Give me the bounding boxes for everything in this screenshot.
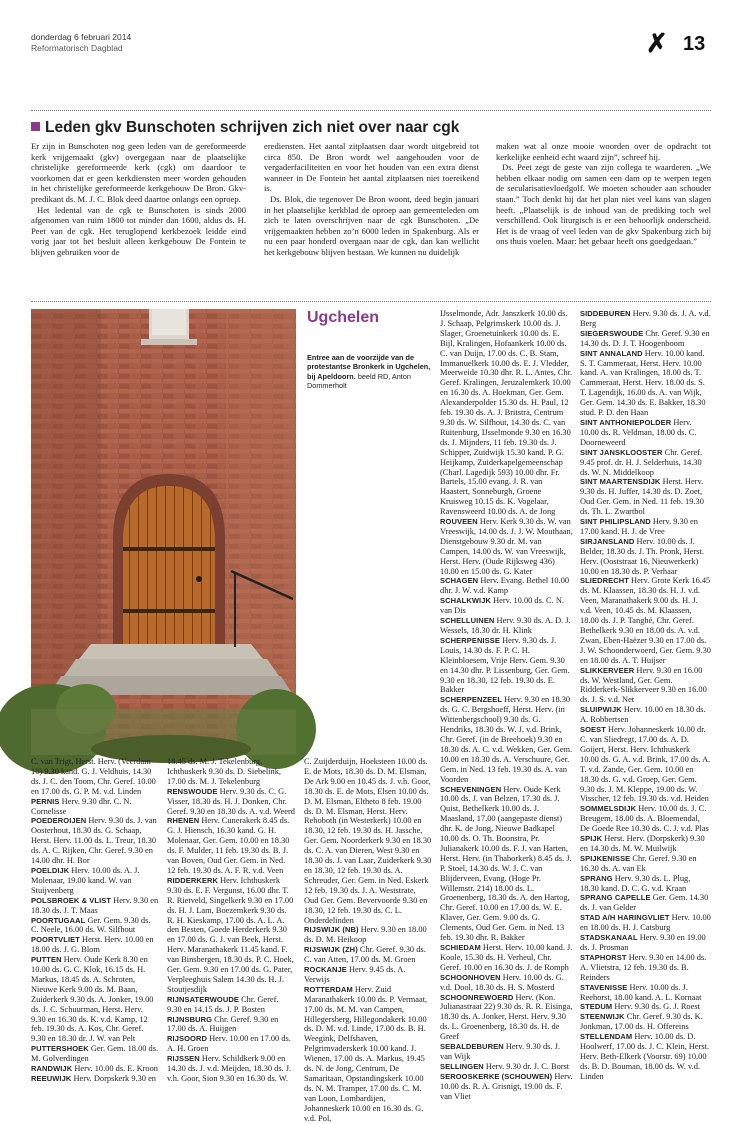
listing-services: Herv. 9.30 en 18.30 ds. G. C. Bergshoeff, Herst. Herv. (in Wittenbergschool) 9.30 ds. G. Hendriks, 18.30 ds. W. J. v.d. Brink, Chr. Geref. (in de Breehoek) 9.30 en 18.30 ds. A. C. v.d. Wekken, Ger. Gem. 10.00 en 18.30 ds. A. Verschuure, Ger. Gem. in Ned. 13 feb. 19.30 ds. A. van Voorden	[440, 695, 573, 784]
photo-credit: beeld RD, Anton Dommerholt	[307, 371, 411, 391]
article-column-2	[264, 141, 479, 258]
article-paragraph: Ds. Peet zegt de geste van zijn collega te waarderen. „We hebben elkaar nodig om samen een dam op te werpen tegen de secularisatievloedgolf. We moeten schouder aan schouder staan.” Toch denkt hij dat het plan niet veel kans van slagen heeft. „Plaatselijk is de inhoud van de prediking toch wel verschillend. Ook liturgisch is er een behoorlijk onderscheid. Het is de vraag of veel leden van de gkv Spakenburg zich bij ons thuis voelen. Maar: het gebaar heeft ons goedgedaan.”	[496, 162, 711, 247]
listing-place: ROCKANJE	[304, 965, 347, 975]
listing-services: Herv. 10.00 ds. J. Belder, 18.30 ds. J. Th. Pronk, Herst. Herv. (Ooststraat 16, Nieuwerkerk) 10.00 en 18.30 ds. P. Verhaar	[580, 536, 704, 576]
listing-place: SLIEDRECHT	[580, 576, 629, 586]
feature-heading: Ugchelen	[307, 309, 380, 326]
listing-place: STAPHORST	[580, 952, 627, 962]
listing-services: Chr. Geref. 9.30 en 16.30 ds. A. van Ek	[580, 853, 697, 873]
listing-services: Herv. 9.30 ds. J. van Wijk	[440, 1042, 560, 1061]
listing-services: Herv. 10.00 ds. D. Hoolwerf, 17.00 ds. J. C. Klein, Herst. Herv. Beth-Elkerk (Voorstr. 69) 10.00 ds. B. D. Bouman, 18.00 ds. W. v.d. Linden	[580, 1032, 710, 1081]
listing-entry	[440, 973, 573, 993]
listing-services: Chr. Geref. 9.45 prof. dr. H. J. Selderhuis, 14.30 ds. W. N. Middelkoop	[580, 447, 703, 477]
church-entrance-photo	[31, 309, 296, 755]
listing-entry	[580, 448, 711, 478]
listing-services: Herv. 10.00 en 18.30 ds. A. Robbertsen	[580, 705, 706, 725]
listing-place: POELDIJK	[31, 865, 70, 875]
listing-services: Herv. 9.30 ds. A. D. J. Wessels, 18.30 dr. H. Klink	[440, 616, 571, 635]
listing-entry	[440, 1072, 573, 1102]
listing-entry	[167, 757, 295, 787]
listing-place: SCHEVENINGEN	[440, 784, 502, 794]
listing-services: IJsselmonde, Adr. Janszkerk 10.00 ds. J. Schaap, Pelgrimskerk 10.00 ds. J. Slager, Groenetuinkerk 10.00 ds. E. Bijl, Kralingen, Hofaankerk 10.00 ds. C. van Duijn, 17.00 ds. C. B. Stam, Immanuelkerk 10.00 ds. E. J. Vledder, Meerweide 10.30 dhr. R. L. Antes, Chr. Geref. Kralingen, Jeruzalemkerk 10.00 en 16.30 ds. A. Hoekman, Ger. Gem. Alexanderpolder 15.30 ds. H. Paul, 12 feb. 19.30 ds. A. J. Britstra, Centrum 9.30 ds. W. Silfhout, 14.30 ds. C. van Ruitenburg, IJsselmonde 9.30 en 16.30 ds. J. Mijnders, 11 feb. 19.30 ds. J. Schipper, Zuidwijk 15.30 kand. P. G. Heijkamp, Zuiderkapelgemeenschap (Charl. Lagedijk 593) 10.00 dhr. Fr. Bartels, 15.00 evang. J. R. van Haastert, Sonneburgh, Groene Kruisweg 10.15 ds. K. Vogelaar, Ravensweerd 10.00 ds. A. de Jong	[440, 309, 573, 517]
listing-services: Herst. Herv. 10.00 kand. J. Koole, 15.30 ds. H. Verheul, Chr. Geref. 10.00 en 16.30 ds. J. de Romph	[440, 943, 573, 972]
listing-place: SCHIEDAM	[440, 943, 481, 952]
issue-date: donderdag 6 februari 2014	[31, 32, 132, 42]
listing-services: Herv. 9.30 en 14.00 ds. A. Vlietstra, 12 feb. 19.30 ds. B. Reinders	[580, 952, 707, 982]
listing-services: Herv. 10.00 ds. J. Reehorst, 18.00 kand. A. L. Kornaat	[580, 982, 702, 1002]
listing-entry	[580, 418, 711, 448]
listing-place: SCHELLUINEN	[440, 616, 495, 626]
listing-entry	[440, 993, 573, 1043]
article-column-1	[31, 141, 246, 258]
listing-services: Herv. 9.30 en 17.00 kand. H. J. de Vree	[580, 517, 698, 536]
listing-column	[167, 757, 295, 1083]
listing-entry	[304, 945, 432, 965]
listing-services: Herv. 9.30 ds. J. van Oosterhout, 18.30 ds. G. Schaap, Herst. Herv. 11.00 ds. L. Treur, 18.30 ds. A. C. Rijken, Chr. Geref. 9.30 en 14.00 dhr. H. Bor	[31, 816, 157, 866]
listing-column	[304, 757, 432, 1123]
listing-column	[440, 309, 573, 1101]
listing-entry	[167, 816, 295, 875]
listing-entry	[31, 916, 159, 936]
listing-place: SCHOONREWOERD	[440, 992, 514, 1002]
listing-place: SINT MAARTENSDIJK	[580, 477, 661, 487]
listing-entry	[440, 616, 573, 636]
page-header	[31, 28, 711, 62]
listing-place: REEUWIJK	[31, 1074, 72, 1083]
listing-services: Herv. 10.00 ds. C. N. van Dis	[440, 596, 564, 616]
listing-entry	[440, 695, 573, 784]
listing-place: SLUIPWIJK	[580, 705, 622, 715]
listing-services: Herv. Schildkerk 9.00 en 14.30 ds. J. v.d. Meijden, 18.30 ds. J. v.h. Goor, Sion 9.30 en 16.30 ds. W.	[167, 1054, 292, 1083]
article-paragraph: erediensten. Het aantal zitplaatsen daar wordt uitgebreid tot circa 850. De Bron wordt wel aangehouden voor de vergaderfaciliteiten en voor het houden van een extra dienst wanneer in De Fontein het aantal zitplaatsen niet toereikend is.	[264, 141, 479, 194]
listing-entry	[31, 866, 159, 896]
listing-entry	[580, 913, 711, 933]
listing-services: Herv. 9.30 en 18.30 ds. J. T. Maas	[31, 895, 159, 915]
listing-services: Herv. 9.30 ds. C. G. Visser, 18.30 ds. H. J. Donken, Chr. Geref. 9.30 en 18.30 ds. A. v.d. Weerd	[167, 786, 295, 816]
listing-place: PUTTERSHOEK	[31, 1044, 89, 1054]
listing-place: SPRANG	[580, 873, 613, 883]
listing-services: Herst. Herv. 9.30 ds. H. Juffer, 14.30 ds. D. Zoet, Oud Ger. Gem. in Ned. 11 feb. 19.30 ds. Th. L. Zwartbol	[580, 477, 704, 517]
listing-entry	[580, 705, 711, 725]
listing-entry	[580, 1012, 711, 1032]
listing-services: Chr. Geref. 9.30 en 17.00 ds. A. Huijgen	[167, 1014, 279, 1034]
listing-place: POORTVLIET	[31, 935, 80, 945]
listing-place: RENSWOUDE	[167, 786, 218, 796]
divider-middle	[31, 301, 711, 302]
listing-place: SPIJK	[580, 834, 603, 844]
listing-services: Chr. Geref. 9.30 en 14.15 ds. J. P. Bosten	[167, 994, 279, 1014]
listing-entry	[440, 1042, 573, 1062]
listing-place: SELLINGEN	[440, 1061, 484, 1071]
listing-entry	[580, 834, 711, 854]
listing-services: Chr. Geref. 9.30 en 14.30 ds. D. J. T. Hoogenboom	[580, 328, 710, 348]
listing-entry	[31, 1044, 159, 1064]
listing-entry	[580, 893, 711, 913]
listing-services: Herv. 9.30 en 18.00 ds. D. M. Heikoop	[304, 925, 427, 945]
listing-entry	[304, 985, 432, 1124]
listing-place: SIEGERSWOUDE	[580, 328, 644, 338]
listing-place: RHENEN	[167, 816, 200, 826]
listing-entry	[580, 576, 711, 665]
listing-place: SINT ANTHONIEPOLDER	[580, 417, 672, 427]
listing-services: Herv. Zuid Maranathakerk 10.00 ds. P. Vermaat, 17.00 ds. M. M. van Campen, Hillegersberg, Hillegondakerk 10.00 ds. D. M. v.d. Linde, 17.00 ds. B. H. Weegink, Delfshaven, Pelgrimvaderskerk 10.00 kand. J. Wienen, 17.00 ds. A. Markus, 19.45 ds. N. de Jong, Centrum, De Samaritaan, Opstandingskerk 10.00 ds. N. M. Tramper, 17.00 ds. C. M. van Loon, Lombardijen, Johanneskerk 10.00 en 16.30 ds. G. v.d. Pol,	[304, 984, 428, 1123]
listing-services: Herv. Kerk 9.30 ds. W. van Vreeswijk, 14.00 ds. J. J. W. Mouthaan, Dienstgebouw 9.30 dr. M. van Campen, 14.00 ds. W. van Vreeswijk, Herst. Herv. (Oude Rijksweg 436) 10.00 en 15.00 ds. G. Kater	[440, 517, 573, 576]
listing-services: C. van Trigt, Herst. Herv. (Veerdam 10) 9.30 kand. G. J. Veldhuis, 14.30 ds. J. C. den Toom, Chr. Geref. 10.00 en 17.00 ds. G. P. M. v.d. Linden	[31, 757, 156, 796]
listing-place: RANDWIJK	[31, 1064, 73, 1074]
listing-services: Herst. Herv. (Dorpskerk) 9.30 en 14.30 ds. M. W. Muilwijk	[580, 834, 705, 853]
listing-entry	[167, 1034, 295, 1054]
listing-entry	[31, 797, 159, 817]
article-paragraph: maken wat al onze mooie woorden over de opdracht tot kerkelijke eenheid echt waard zijn”, schreef hij.	[496, 141, 711, 162]
listing-services: Herv. 9.30 en 16.00 ds. W. Westland, Ger. Gem. Ridderkerk-Slikkerveer 9.30 en 16.00 ds. J. S. v.d. Net	[580, 665, 707, 705]
listing-entry	[31, 955, 159, 1044]
listing-place: ROTTERDAM	[304, 984, 353, 994]
listing-place: PUTTEN	[31, 955, 62, 965]
listing-entry	[31, 1064, 159, 1074]
newspaper-logo-icon: ✗	[646, 28, 668, 58]
listing-place: SOMMELSDIJK	[580, 804, 637, 814]
listing-entry	[167, 995, 295, 1015]
listing-entry	[31, 757, 159, 797]
listing-entry	[580, 349, 711, 418]
listing-place: RIJSOORD	[167, 1034, 207, 1044]
listing-entry	[440, 636, 573, 695]
listing-entry	[440, 517, 573, 576]
listing-place: SEROOSKERKE (SCHOUWEN)	[440, 1071, 553, 1081]
listing-entry	[580, 537, 711, 577]
listing-entry	[31, 896, 159, 916]
listing-services: Chr. Geref. 9.30 ds. K. Jonkman, 17.00 ds. H. Offereins	[580, 1012, 703, 1032]
listing-place: STELLENDAM	[580, 1032, 633, 1042]
listing-entry	[440, 1062, 573, 1072]
listing-entry	[580, 666, 711, 706]
listing-entry	[167, 787, 295, 817]
listing-entry	[440, 309, 573, 517]
listing-entry	[440, 596, 573, 616]
listing-services: Herv. 10.00 en 17.00 ds. A. H. Groen	[167, 1034, 291, 1054]
listing-place: STAD A/H HARINGVLIET	[580, 913, 670, 923]
listing-place: SCHERPENISSE	[440, 635, 500, 645]
listing-entry	[440, 785, 573, 944]
listing-entry	[580, 874, 711, 894]
article-paragraph: Het ledental van de cgk te Bunschoten is sinds 2000 afgenomen van ruim 1800 tot minder dan 1600, aldus ds. H. Peet van de cgk. Het teruglopend kerkbezoek leidde eind vorig jaar tot het besluit alleen kerkgebouw De Fontein te blijven gebruiken voor de	[31, 204, 246, 257]
listing-entry	[440, 943, 573, 973]
listing-place: SPRANG CAPELLE	[580, 893, 651, 903]
listing-services: Herv. 10.00 kand. S. T. Cammeraat, Herst. Herv. 10.00 kand. A. van Kralingen, 18.00 ds. T. Cammeraat, Herst. Herv. 18.00 ds. S. T. Lagendijk, 16.00 ds. A. van Wijk, Ger. Gem. 14.30 ds. E. Bakker, 18.30 stud. P. D. den Haan	[580, 348, 706, 418]
listing-services: Herv. 9.30 en 19.00 ds. J. Prosman	[580, 933, 706, 952]
listing-services: Herv. 9.30 ds. L. Plug, 18.30 kand. D. C. G. v.d. Kraan	[580, 873, 691, 893]
listing-place: SINT JANSKLOOSTER	[580, 447, 663, 457]
listing-entry	[580, 477, 711, 517]
listing-services: Herv. 9.30 dr. J. C. Borst	[483, 1061, 570, 1071]
listing-column	[580, 309, 711, 1081]
listing-entry	[31, 816, 159, 866]
listing-services: Herv. Johanneskerk 10.00 dr. C. van Sliedregt, 17.00 ds. A. D. Goijert, Herst. Herv. Ichthuskerk 10.00 ds. G. A. v.d. Brink, 17.00 ds. A. T. v.d. Zande, Ger. Gem. 10.00 en 18.30 ds. G. v.d. Groep, Ger. Gem. 9.30 ds. J. M. Kleppe, 19.00 ds. W. Visscher, 12 feb. 19.30 ds. v.d. Heiden	[580, 725, 711, 804]
listing-place: RIDDERKERK	[167, 875, 219, 885]
listing-entry	[304, 925, 432, 945]
listing-place: SIDDEBUREN	[580, 309, 631, 318]
listing-entry	[167, 1054, 295, 1084]
listing-entry	[580, 1002, 711, 1012]
article-paragraph: Ds. Blok, die tegenover De Bron woont, deed begin januari in het plaatselijke kerkblad de oproep aan gemeenteleden om zich te laten overschrijven naar de cgk Bunschoten. „De vrijgemaakten hebben zo’n 6000 leden in Spakenburg. Als er nu een paar honderd overgaan naar de cgk, dan kan wellicht het kerkgebouw blijven bestaan. We kunnen nu duidelijk	[264, 193, 479, 257]
listing-entry	[31, 1074, 159, 1084]
listing-services: Ger. Gem. 9.30 ds. C. Neele, 16.00 ds. W. Silfhout	[31, 915, 151, 935]
listing-services: Herv. 10.00 ds. R. A. Grisnigt, 19.00 ds. F. van Vliet	[440, 1071, 573, 1101]
listing-place: SCHAGEN	[440, 576, 479, 586]
listing-entry	[304, 757, 432, 925]
listing-place: STAVENISSE	[580, 982, 628, 992]
article-title: Leden gkv Bunschoten schrijven zich niet over naar cgk	[45, 119, 460, 136]
listing-entry	[580, 804, 711, 834]
listing-services: 18.45 ds. M. J. Tekelenburg, Ichthuskerk 9.30 ds. D. Siebelink, 17.00 ds. M. J. Tekelenburg	[167, 757, 281, 786]
listing-place: RIJSSEN	[167, 1054, 200, 1064]
listing-entry	[580, 1032, 711, 1082]
listing-entry	[167, 1015, 295, 1035]
listing-place: ROUVEEN	[440, 517, 478, 527]
listing-services: Herv. 9.45 ds. A. Verwijs	[304, 965, 406, 984]
listing-place: SCHERPENZEEL	[440, 695, 503, 705]
listing-place: SCHALKWIJK	[440, 596, 491, 606]
listing-entry	[580, 309, 711, 329]
listing-place: SLIKKERVEER	[580, 665, 635, 675]
listing-services: C. Zuijderduijn, Hoeksteen 10.00 ds. E. de Mots, 18.30 ds. D. M. Elsman, De Ark 9.00 en 10.45 ds. J. v.h. Goor, 18.30 ds. E. de Mots, Elsen 10.00 ds. D. M. Elsman, Eltheto 8 feb. 19.00 ds. D. M. Elsman, Herst. Herv. Rehoboth (in Westerkerk) 10.00 en 18.30, 12 feb. 19.30 ds. H. Jassche, Ger. Gem. Noorderkerk 9.30 en 18.30 ds. C. A. van Dieren, West 9.30 en 18.30 ds. J. van Laar, Zuiderkerk 9.30 en 18.30, 12 feb. 19.30 ds. A. Schreuder, Ger. Gem. in Ned. Eskerk 12 feb. 19.30 ds. J. A. Weststrate, Oud Ger. Gem. Bevervoorde 9.30 en 18.30, 12 feb. 19.30 ds. C. L. Onderdelinden	[304, 757, 432, 925]
listing-services: Herv. Oude Kerk 8.30 en 10.00 ds. G. C. Klok, 16.15 ds. H. Markus, 18.45 ds. A. Schroten, Nieuwe Kerk 9.00 ds. M. Baan, Zuiderkerk 9.30 ds. A. Jonker, 19.00 ds. J. C. Schuurman, Herst. Herv. 9.30 en 16.30 ds. K. v.d. Kamp, 12 feb. 19.30 ds. A. Kos, Chr. Geref. 9.30 en 18.30 dr. J. W. van Pelt	[31, 955, 154, 1044]
listing-services: Herv. 9.30 ds. J. Louis, 14.30 ds. F. P. C. H. Kleinbloesem, Vrije Herv. Gem. 9.30 en 14.30 dhr. P. Lissenburg, Ger. Gem. 9.30 en 18.30, 12 feb. 19.30 ds. E. Bakker	[440, 635, 570, 695]
listing-place: POLSBROEK & VLIST	[31, 895, 112, 905]
listing-services: Herv. 9.30 ds. J. A. v.d. Berg	[580, 309, 711, 328]
listing-entry	[167, 876, 295, 995]
listing-services: Herv. 9.30 dhr. C. N. Cornelisse	[31, 796, 132, 816]
listing-place: SEBALDEBUREN	[440, 1042, 504, 1052]
article-headline	[31, 119, 711, 137]
listing-entry	[580, 933, 711, 953]
listing-services: Ger. Gem. 14.30 ds. J. van Gelder	[580, 893, 709, 913]
listing-services: Ger. Gem. 18.00 ds. M. Golverdingen	[31, 1044, 159, 1064]
listing-place: SINT PHILIPSLAND	[580, 517, 651, 527]
listing-services: Herv. 10.00 ds. G. v.d. Dool, 18.30 ds. H. S. Mosterd	[440, 972, 564, 992]
listing-place: POEDEROIJEN	[31, 816, 87, 826]
listing-place: RIJSWIJK (ZH)	[304, 945, 358, 955]
listing-entry	[580, 953, 711, 983]
newspaper-name: Reformatorisch Dagblad	[31, 43, 123, 53]
listing-services: Herv. 9.30 ds. G. J. Roest	[612, 1002, 700, 1012]
listing-place: SOEST	[580, 725, 606, 735]
listing-place: STEENWIJK	[580, 1012, 625, 1022]
listing-entry	[580, 854, 711, 874]
listing-services: Herv. Dorpskerk 9.30 en	[71, 1074, 156, 1083]
photo-caption	[307, 353, 432, 391]
listing-column	[31, 757, 159, 1083]
listing-place: RIJSWIJK (NB)	[304, 925, 359, 935]
listing-place: SCHOONHOVEN	[440, 972, 501, 982]
listing-place: SPIJKENISSE	[580, 853, 631, 863]
listing-services: Herv. 10.00 en 18.00 ds. H. J. Catsburg	[580, 913, 711, 933]
listing-services: Herv. (Kon. Julianastraat 22) 9.30 ds. R. R. Eisinga, 18.30 ds. A. Jonker, Herst. Herv. 9.30 ds. L. Groenenberg, 18.30 ds. H. de Greef	[440, 992, 573, 1042]
caption-text: Entree aan de voorzijde van de protestantse Bronkerk in Ugchelen, bij Apeldoorn.	[307, 353, 431, 381]
listing-place: SIRJANSLAND	[580, 536, 635, 546]
listing-entry	[580, 983, 711, 1003]
listing-entry	[580, 517, 711, 537]
listing-place: RIJNSATERWOUDE	[167, 994, 239, 1004]
listing-place: RIJNSBURG	[167, 1014, 213, 1024]
listing-services: Herv. 10.00 ds. E. Kroon	[72, 1064, 158, 1074]
listing-services: Herv. 10.00 ds. R. Veldman, 18.00 ds. C. Doorneweerd	[580, 417, 697, 447]
article-column-3	[496, 141, 711, 247]
bullet-square-icon	[31, 122, 40, 131]
listing-services: Herv. Grote Kerk 16.45 ds. M. Klaassen, 18.30 ds. H. J. v.d. Veen, Maranathakerk 9.00 ds. H. J. v.d. Veen, 10.45 ds. M. Klaassen, 18.00 ds. J. P. Tanghé, Chr. Geref. Bethelkerk 9.30 en 18.00 ds. A. v.d. Zwan, Eben-Haëzer 9.30 en 17.00 ds. J. W. Schoonderwoerd, Ger. Gem. 9.30 en 18.00 ds. A. T. Huijser	[580, 576, 711, 665]
listing-services: Chr. Geref. 9.30 ds. C. van Atten, 17.00 ds. M. Groen	[304, 945, 426, 965]
listing-entry	[580, 329, 711, 349]
listing-services: Herv. Cunerakerk 8.45 ds. G. J. Hiensch, 16.30 kand. G. H. Molenaar, Ger. Gem. 10.00 en 18.30 ds. F. Mulder, 11 feb. 19.30 ds. B. J. van Boven, Oud Ger. Gem. in Ned. 12 feb. 19.30 ds. A. F. R. v.d. Veen	[167, 816, 290, 875]
listing-services: Herv. Oude Kerk 10.00 ds. J. van Belzen, 17.30 ds. J. Quist, Bethelkerk 10.00 ds. J. Maasland, 17.00 (aangepaste dienst) dhr. K. de Jong, Nieuwe Badkapel 10.00 ds. O. Th. Boonstra, Pr. Julianakerk 10.00 ds. F. J. van Harten, Herst. Herv. (in Thaborkerk) 8.45 ds. J. P. Stoel, 14.30 ds. W. J. C. van Blijderveen, Evang. (Hoge Pr. Willemstr. 214) 18.00 ds. L. Groenenberg, 18.30 ds. A. den Hartog, Chr. Geref. 10.00 en 17.00 ds. W. E. Klaver, Ger. Gem. 9.00 ds. G. Clements, Oud Ger. Gem. in Ned. 13 feb. 19.30 dhr. R. Bakker	[440, 784, 572, 943]
listing-entry	[304, 965, 432, 985]
listing-entry	[31, 935, 159, 955]
listing-place: PERNIS	[31, 796, 60, 806]
listing-services: Herv. Ichthuskerk 9.30 ds. E. F. Vergunst, 16.00 dhr. T. R. Rietveld, Singelkerk 9.30 en 17.00 ds. H. J. Lam, Boezemkerk 9.30 ds. R. H. Kieskamp, 17.00 ds. A. L. A. den Besten, Goede Herderkerk 9.30 en 17.00 ds. G. J. van Beek, Herst. Herv. Maranathakerk 11.45 kand. F. van Binsbergen, 18.30 ds. P. C. Hoek, Ger. Gem. 9.30 en 17.00 ds. G. Pater, Verpleeghuis Salem 14.30 ds. H. J. Stoutjesdijk	[167, 875, 294, 994]
listing-services: Herv. 10.00 ds. A. J. Molenaar, 19.00 kand. W. van Stuijvenberg	[31, 865, 140, 895]
listing-services: Herst. Herv. 10.00 en 18.00 ds. J. G. Blom	[31, 935, 154, 955]
listing-entry	[580, 725, 711, 804]
listing-services: Herv. 10.00 ds. J. C. Breugem, 18.00 ds. A. Bloemendal, De Goede Ree 10.30 ds. C. J. v.d. Plas	[580, 804, 709, 834]
listing-place: POORTUGAAL	[31, 915, 86, 925]
listing-place: SINT ANNALAND	[580, 348, 643, 358]
article-paragraph: Er zijn in Bunschoten nog geen leden van de gereformeerde kerk vrijgemaakt (gkv) overgegaan naar de plaatselijke christelijke gereformeerde kerk (cgk) om daardoor te voorkomen dat er geen kerkdiensten meer worden gehouden in het christelijke gereformeerde kerkgebouw De Bron. Gkv-predikant ds. M. J. C. Blok deed daartoe onlangs een oproep.	[31, 141, 246, 204]
page-number: 13	[683, 33, 706, 55]
listing-entry	[440, 576, 573, 596]
listing-place: STEDUM	[580, 1002, 613, 1012]
listing-place: STADSKANAAL	[580, 933, 638, 943]
listing-services: Herv. Evang. Bethel 10.00 dhr. J. W. v.d. Kamp	[440, 576, 570, 596]
divider-top	[31, 110, 711, 111]
